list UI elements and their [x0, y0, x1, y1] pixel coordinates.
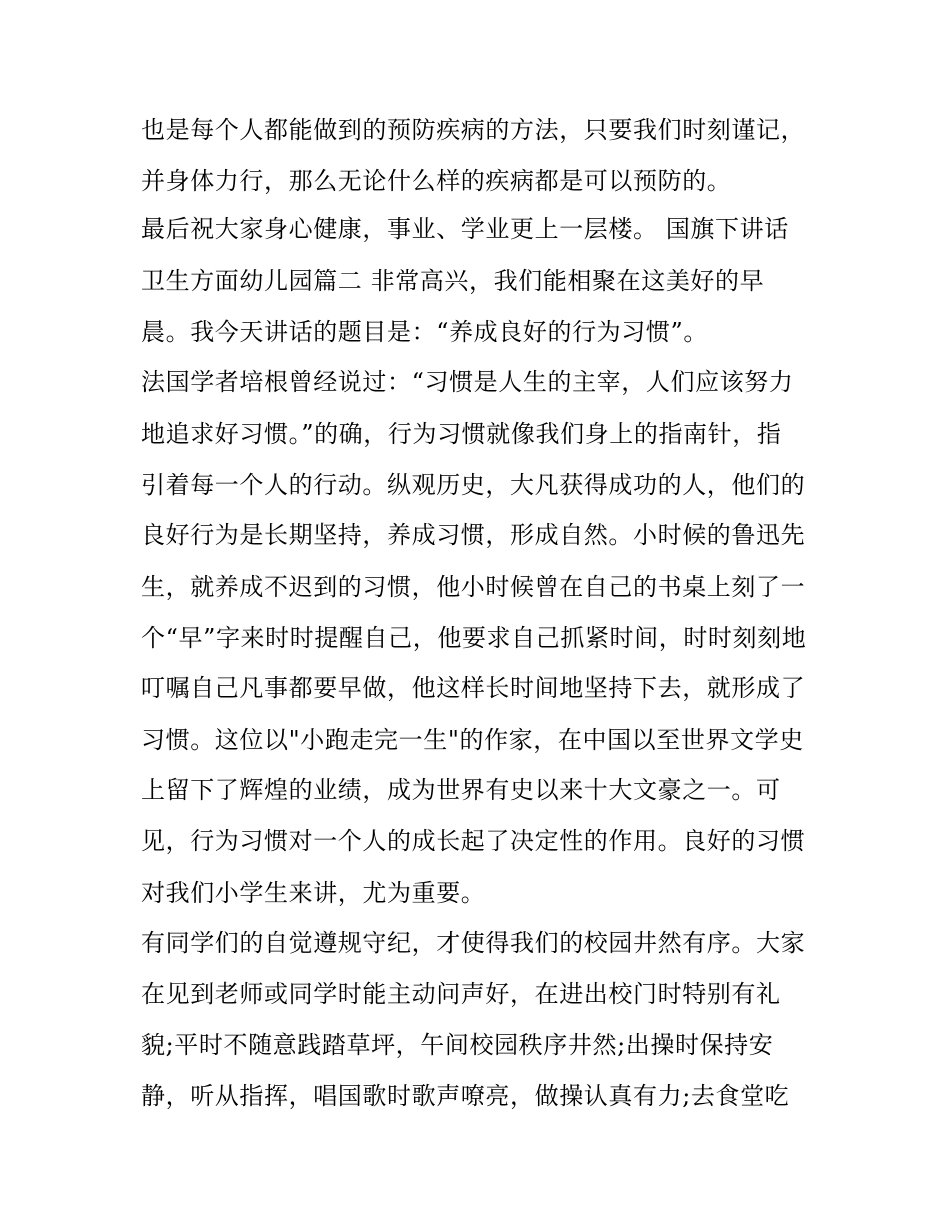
- text-line: 卫生方面幼儿园篇二 非常高兴，我们能相聚在这美好的早: [141, 267, 765, 295]
- text-line: 个“早”字来时时提醒自己，他要求自己抓紧时间，时时刻刻地: [141, 624, 807, 652]
- text-line: 法国学者培根曾经说过：“习惯是人生的主宰，人们应该努力: [141, 368, 794, 396]
- text-line: 有同学们的自觉遵规守纪，才使得我们的校园井然有序。大家: [141, 929, 806, 957]
- text-line: 对我们小学生来讲，尤为重要。: [141, 879, 486, 907]
- text-line: 貌;平时不随意践踏草坪，午间校园秩序井然;出操时保持安: [141, 1031, 774, 1059]
- text-line: 静，听从指挥，唱国歌时歌声嘹亮，做操认真有力;去食堂吃: [141, 1082, 790, 1110]
- text-line: 晨。我今天讲话的题目是：“养成良好的行为习惯”。: [141, 318, 708, 346]
- text-line: 见，行为习惯对一个人的成长起了决定性的作用。良好的习惯: [141, 827, 806, 855]
- text-line: 并身体力行，那么无论什么样的疾病都是可以预防的。: [141, 167, 732, 195]
- text-line: 最后祝大家身心健康，事业、学业更上一层楼。 国旗下讲话: [141, 215, 789, 243]
- text-line: 在见到老师或同学时能主动问声好，在进出校门时特别有礼: [141, 980, 781, 1008]
- text-line: 也是每个人都能做到的预防疾病的方法，只要我们时刻谨记，: [141, 116, 806, 144]
- text-line: 生，就养成不迟到的习惯，他小时候曾在自己的书桌上刻了一: [141, 573, 806, 601]
- text-line: 良好行为是长期坚持，养成习惯，形成自然。小时候的鲁迅先: [141, 521, 806, 549]
- text-line: 习惯。这位以"小跑走完一生"的作家，在中国以至世界文学史: [141, 726, 804, 754]
- text-line: 叮嘱自己凡事都要早做，他这样长时间地坚持下去，就形成了: [141, 674, 806, 702]
- text-line: 地追求好习惯。”的确，行为习惯就像我们身上的指南针，指: [141, 420, 782, 448]
- text-line: 上留下了辉煌的业绩，成为世界有史以来十大文豪之一。可: [141, 776, 781, 804]
- text-line: 引着每一个人的行动。纵观历史，大凡获得成功的人，他们的: [141, 471, 806, 499]
